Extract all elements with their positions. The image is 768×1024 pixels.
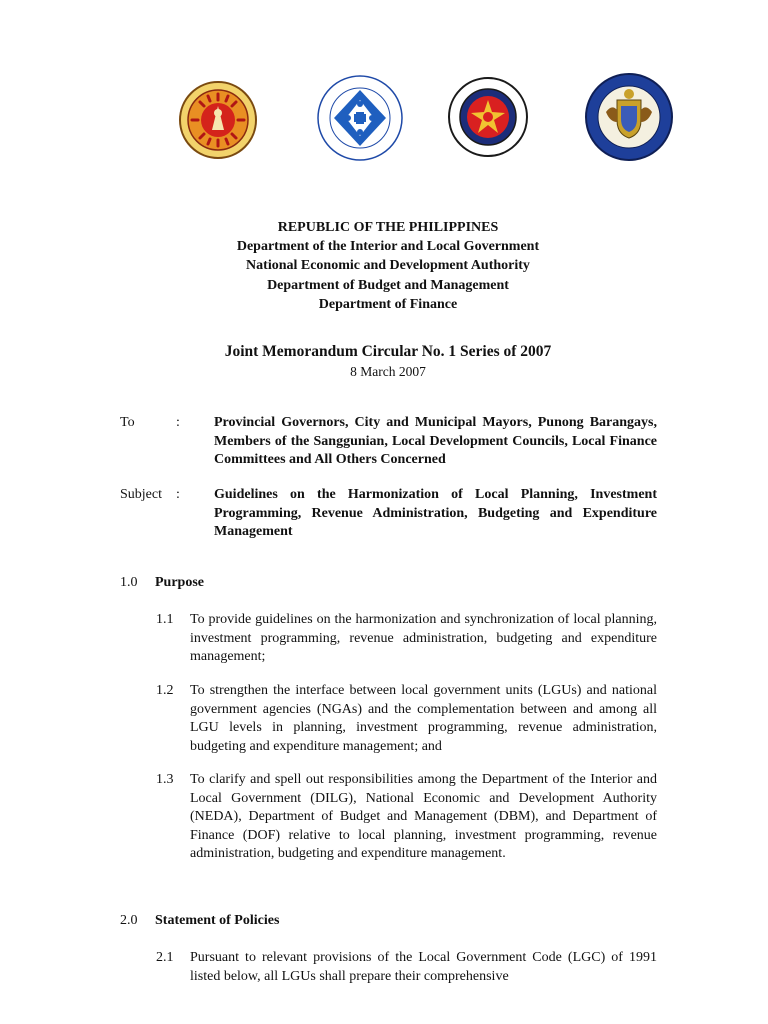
to-value: Provincial Governors, City and Municipal Mayors, Punong Barangays, Members of the Sanggunian, Local Development Councils, Local Finance Committees and All Others Concerned bbox=[214, 415, 657, 467]
heading-neda: National Economic and Development Authority bbox=[246, 258, 530, 274]
section-title: Statement of Policies bbox=[155, 913, 280, 928]
subject-value: Guidelines on the Harmonization of Local Planning, Investment Programming, Revenue Administration, Budgeting and Expenditure Management bbox=[214, 487, 657, 539]
heading-dilg: Department of the Interior and Local Government bbox=[236, 239, 540, 255]
agency-seals bbox=[0, 66, 768, 166]
section-title: Purpose bbox=[155, 575, 204, 590]
item-number: 1.2 bbox=[156, 683, 174, 698]
dbm-seal-icon bbox=[447, 76, 529, 158]
item-text: To clarify and spell out responsibilities among the Department of the Interior and Local Government (DILG), National Economic and Development Authority (NEDA), Department of Budget and Management (DBM), and Department of Finance (DOF) relative to local planning, investment programming, revenue administration, budgeting and expenditure management. bbox=[190, 772, 657, 862]
item-text: To provide guidelines on the harmonization and synchronization of local planning, investment programming, revenue administration, budgeting and expenditure management; bbox=[190, 612, 657, 665]
circular-date: 8 March 2007 bbox=[350, 364, 426, 379]
subject-colon: : bbox=[176, 487, 180, 502]
document-heading bbox=[0, 219, 768, 315]
item-number: 1.1 bbox=[156, 612, 174, 627]
item-number: 2.1 bbox=[156, 950, 174, 965]
heading-dbm: Department of Budget and Management bbox=[267, 277, 509, 293]
section-number: 2.0 bbox=[120, 913, 138, 928]
dilg-seal-icon bbox=[178, 80, 258, 160]
dof-seal-icon bbox=[584, 72, 674, 162]
item-number: 1.3 bbox=[156, 772, 174, 787]
neda-seal-icon bbox=[316, 74, 404, 162]
circular-header bbox=[0, 343, 768, 381]
item-text: Pursuant to relevant provisions of the Local Government Code (LGC) of 1991 listed below, all LGUs shall prepare their comprehensive bbox=[190, 950, 657, 984]
subject-label: Subject bbox=[120, 487, 162, 502]
circular-title: Joint Memorandum Circular No. 1 Series of 2007 bbox=[224, 343, 552, 360]
item-text: To strengthen the interface between local government units (LGUs) and national government agencies (NGAs) and the complementation between and among all LGU levels in planning, investment programming, revenue administration, budgeting and expenditure management; and bbox=[190, 683, 657, 754]
heading-dof: Department of Finance bbox=[318, 296, 458, 312]
to-label: To bbox=[120, 415, 135, 430]
section-number: 1.0 bbox=[120, 575, 138, 590]
to-colon: : bbox=[176, 415, 180, 430]
heading-republic: REPUBLIC OF THE PHILIPPINES bbox=[277, 220, 499, 235]
